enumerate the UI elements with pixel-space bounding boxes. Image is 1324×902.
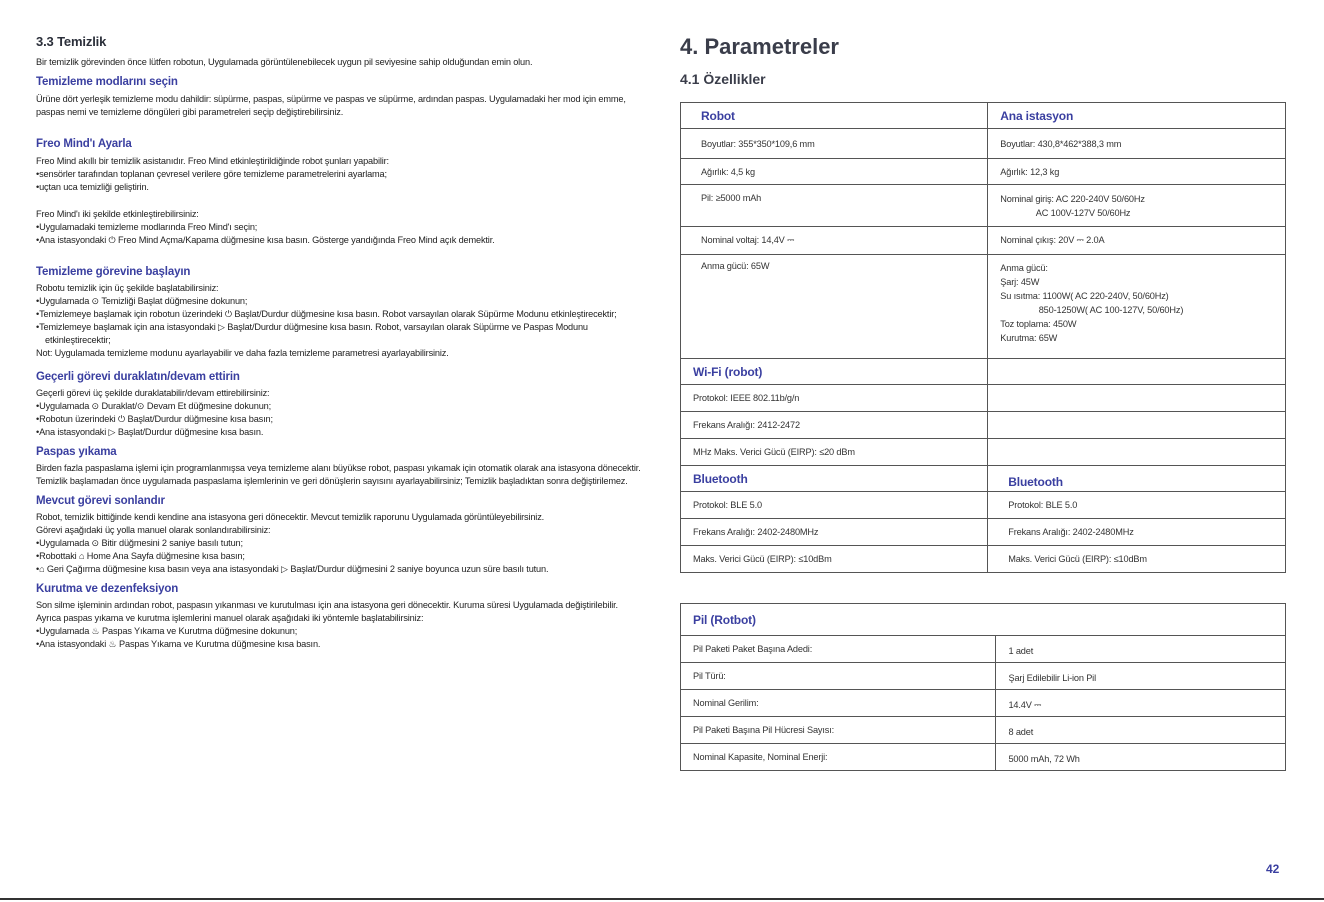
footer-divider <box>0 898 1324 900</box>
freo-activation-list <box>36 221 642 247</box>
table-cell: Nominal Kapasite, Nominal Enerji: <box>681 744 996 771</box>
table-cell: 1 adet <box>996 636 1286 663</box>
table-cell: Pil Paketi Paket Başına Adedi: <box>681 636 996 663</box>
heading-start: Temizleme görevine başlayın <box>36 266 191 278</box>
bluetooth-header-robot: Bluetooth <box>681 466 988 492</box>
battery-header: Pil (Rotbot) <box>681 604 1286 636</box>
heading-modes: Temizleme modlarını seçin <box>36 76 178 88</box>
list-item: • Uygulamada ⊙ Duraklat/⊙ Devam Et düğmesine dokunun; <box>36 400 642 413</box>
table-cell: Nominal Gerilim: <box>681 690 996 717</box>
intro-text: Bir temizlik görevinden önce lütfen robotun, Uygulamada görüntülenebilecek uygun pil seviyesine sahip olduğundan emin olun. <box>36 57 533 67</box>
features-subtitle: 4.1 Özellikler <box>680 71 766 87</box>
list-item: • Ana istasyondaki ⏻ Freo Mind Açma/Kapama düğmesine kısa basın. Gösterge yandığında Freo Mind açık demektir. <box>36 234 642 247</box>
list-item: • Robottaki ⌂ Home Ana Sayfa düğmesine kısa basın; <box>36 550 642 563</box>
table-cell: 14.4V ⎓ <box>996 690 1286 717</box>
heading-end-task: Mevcut görevi sonlandır <box>36 495 165 507</box>
modes-text: Ürüne dört yerleşik temizleme modu dahildir: süpürme, paspas, süpürme ve paspas ve süpürme, ardından paspas. Uygulamadaki her mod için emme, paspas nemi ve temizleme döngüleri gibi parametreleri seçip değiştirebilirsiniz. <box>36 94 626 117</box>
table-cell: Ağırlık: 4,5 kg <box>681 159 988 185</box>
table-cell: Ağırlık: 12,3 kg <box>988 159 1286 185</box>
table-cell: 8 adet <box>996 717 1286 744</box>
table-cell: Boyutlar: 430,8*462*388,3 mm <box>988 129 1286 159</box>
note-text: Not: Uygulamada temizleme modunu ayarlayabilir ve daha fazla temizleme parametresi ayarlayabilirsiniz. <box>36 348 449 358</box>
parameters-section <box>680 34 1286 88</box>
list-item: • Ana istasyondaki ▷ Başlat/Durdur düğmesine kısa basın. <box>36 426 642 439</box>
table-cell: Pil Türü: <box>681 663 996 690</box>
spec-table <box>680 102 1286 573</box>
table-cell-empty <box>988 439 1286 466</box>
table-cell: Nominal giriş: AC 220-240V 50/60Hz AC 100V-127V 50/60Hz <box>988 185 1286 227</box>
list-item: • Temizlemeye başlamak için ana istasyondaki ▷ Başlat/Durdur düğmesine kısa basın. Robot, varsayılan olarak Süpürme ve Paspas Modunu etkinleştirecektir; <box>36 321 642 347</box>
freo-list <box>36 168 642 194</box>
col-header-station: Ana istasyon <box>988 103 1286 129</box>
heading-mop-wash: Paspas yıkama <box>36 446 117 458</box>
dry-list <box>36 625 642 651</box>
list-item: • Uygulamadaki temizleme modlarında Freo Mind'ı seçin; <box>36 221 642 234</box>
mop-text-2: Temizlik başlamadan önce uygulamada paspaslama işlemlerinin ve geri dönüşlerin sayısını ayarlayabilirsiniz; Temizlik başladıktan sonra değiştirilemez. <box>36 476 628 486</box>
table-cell: Frekans Aralığı: 2412-2472 <box>681 412 988 439</box>
freo-text: Freo Mind akıllı bir temizlik asistanıdır. Freo Mind etkinleştirildiğinde robot şunları yapabilir: <box>36 156 389 166</box>
heading-pause: Geçerli görevi duraklatın/devam ettirin <box>36 371 240 383</box>
list-item: • Temizlemeye başlamak için robotun üzerindeki ⏻ Başlat/Durdur düğmesine kısa basın. Robot varsayılan olarak Süpürme Modunu etkinleştirecektir; <box>36 308 642 321</box>
table-cell: Nominal çıkış: 20V ⎓ 2.0A <box>988 227 1286 255</box>
table-cell: Protokol: IEEE 802.11b/g/n <box>681 385 988 412</box>
list-item: • Uygulamada ⊙ Temizliği Başlat düğmesine dokunun; <box>36 295 642 308</box>
table-cell-empty <box>988 359 1286 385</box>
bluetooth-header-station: Bluetooth <box>988 466 1286 492</box>
table-cell: Nominal voltaj: 14,4V ⎓ <box>681 227 988 255</box>
pause-text: Geçerli görevi üç şekilde duraklatabilir/devam ettirebilirsiniz: <box>36 388 270 398</box>
list-item: • ⌂ Geri Çağırma düğmesine kısa basın veya ana istasyondaki ▷ Başlat/Durdur düğmesini 2 saniye boyunca uzun süre basılı tutun. <box>36 563 642 576</box>
table-cell: Maks. Verici Gücü (EIRP): ≤10dBm <box>988 546 1286 573</box>
heading-freo-mind: Freo Mind'ı Ayarla <box>36 138 132 150</box>
list-item: • uçtan uca temizliği geliştirin. <box>36 181 642 194</box>
end-list <box>36 537 642 576</box>
end-text: Robot, temizlik bittiğinde kendi kendine ana istasyona geri dönecektir. Mevcut temizlik raporunu Uygulamada görüntüleyebilirsiniz. <box>36 512 545 522</box>
end-text-2: Görevi aşağıdaki üç yolla manuel olarak sonlandırabilirsiniz: <box>36 525 271 535</box>
table-cell-empty <box>988 385 1286 412</box>
table-cell: Protokol: BLE 5.0 <box>988 492 1286 519</box>
start-list <box>36 295 642 347</box>
mop-text: Birden fazla paspaslama işlemi için programlanmışsa veya temizleme alanı büyükse robot, paspası yıkamak için otomatik olarak ana istasyona dönecektir. <box>36 463 641 473</box>
table-cell: Protokol: BLE 5.0 <box>681 492 988 519</box>
pause-list <box>36 400 642 439</box>
list-item: • sensörler tarafından toplanan çevresel verilere göre temizleme parametrelerini ayarlama; <box>36 168 642 181</box>
table-cell: Frekans Aralığı: 2402-2480MHz <box>681 519 988 546</box>
page-number: 42 <box>1266 862 1280 876</box>
table-cell-empty <box>988 412 1286 439</box>
col-header-robot: Robot <box>681 103 988 129</box>
table-cell: Anma gücü: Şarj: 45W Su ısıtma: 1100W( AC 220-240V, 50/60Hz) 850-1250W( AC 100-127V, 50/60Hz) Toz toplama: 450W Kurutma: 65W <box>988 255 1286 359</box>
list-item: • Uygulamada ♨ Paspas Yıkama ve Kurutma düğmesine dokunun; <box>36 625 642 638</box>
table-cell: Pil: ≥5000 mAh <box>681 185 988 227</box>
table-cell: Frekans Aralığı: 2402-2480MHz <box>988 519 1286 546</box>
heading-drying: Kurutma ve dezenfeksiyon <box>36 583 179 595</box>
start-text: Robotu temizlik için üç şekilde başlatabilirsiniz: <box>36 283 219 293</box>
battery-table <box>680 603 1286 771</box>
table-cell: Maks. Verici Gücü (EIRP): ≤10dBm <box>681 546 988 573</box>
table-cell: Boyutlar: 355*350*109,6 mm <box>681 129 988 159</box>
dry-text: Son silme işleminin ardından robot, paspasın yıkanması ve kurutulması için ana istasyona geri dönecektir. Kuruma süresi Uygulamada değiştirilebilir. <box>36 600 618 610</box>
wifi-header: Wi-Fi (robot) <box>681 359 988 385</box>
list-item: • Uygulamada ⊙ Bitir düğmesini 2 saniye basılı tutun; <box>36 537 642 550</box>
table-cell: MHz Maks. Verici Gücü (EIRP): ≤20 dBm <box>681 439 988 466</box>
list-item: • Robotun üzerindeki ⏻ Başlat/Durdur düğmesine kısa basın; <box>36 413 642 426</box>
table-cell: Pil Paketi Başına Pil Hücresi Sayısı: <box>681 717 996 744</box>
cleaning-section <box>36 34 642 651</box>
section-title: 3.3 Temizlik <box>36 34 107 49</box>
dry-text-2: Ayrıca paspas yıkama ve kurutma işlemlerini manuel olarak aşağıdaki iki yöntemle başlatabilirsiniz: <box>36 613 424 623</box>
table-cell: 5000 mAh, 72 Wh <box>996 744 1286 771</box>
freo-activation-text: Freo Mind'ı iki şekilde etkinleştirebilirsiniz: <box>36 209 199 219</box>
parameters-title: 4. Parametreler <box>680 34 839 59</box>
list-item: • Ana istasyondaki ♨ Paspas Yıkama ve Kurutma düğmesine kısa basın. <box>36 638 642 651</box>
table-cell: Anma gücü: 65W <box>681 255 988 359</box>
table-cell: Şarj Edilebilir Li-ion Pil <box>996 663 1286 690</box>
